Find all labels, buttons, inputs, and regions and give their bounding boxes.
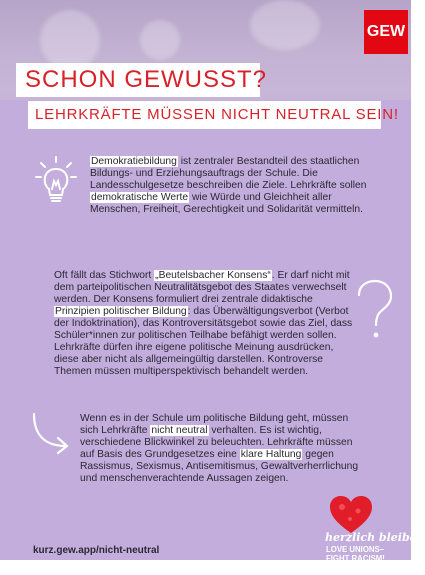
heart-icon	[328, 495, 374, 535]
page-title: SCHON GEWUSST?	[25, 66, 268, 93]
text-line: Oft fällt das Stichwort „Beutelsbacher Konsens“. Er darf nicht mit	[54, 270, 350, 281]
lightbulb-icon	[35, 155, 77, 205]
paragraph-democracy	[90, 156, 366, 216]
badge-line: LOVE UNIONS–	[326, 545, 385, 554]
text-line: Demokratiebildung ist zentraler Bestandteil des staatlichen	[91, 156, 360, 167]
text-line: Landesschulgesetze beschreiben die Ziele. Lehrkräfte sollen	[90, 180, 367, 191]
text-line: Lehrkräfte dürfen ihre eigene politische Meinung ausdrücken,	[54, 342, 334, 353]
question-mark-icon	[351, 279, 396, 341]
text-line: diese aber nicht als allgemeingültig darstellen. Kontroverse	[54, 354, 324, 365]
text-line: Schüler*innen zur politischen Teilhabe befähigt werden sollen.	[54, 330, 337, 341]
text-line: und menschenverachtende Aussagen zeigen.	[80, 473, 289, 484]
badge-line: FIGHT RACISM!	[326, 554, 385, 563]
text-line: Prinzipien politischer Bildung: das Überwältigungsverbot (Verbot	[55, 306, 349, 317]
text-line: demokratische Werte wie Würde und Gleichheit aller	[91, 192, 332, 203]
gew-logo: GEW	[364, 10, 408, 54]
curved-arrow-icon	[30, 410, 72, 454]
text-line: Menschen, Freiheit, Gerechtigkeit und Solidarität vermitteln.	[90, 204, 363, 215]
text-line: auf Basis des Grundgesetzes eine klare Haltung gegen	[80, 449, 334, 460]
page-subtitle: LEHRKRÄFTE MÜSSEN NICHT NEUTRAL SEIN!	[35, 106, 399, 123]
text-line: sich Lehrkräfte nicht neutral verhalten. Es ist wichtig,	[80, 425, 322, 436]
footer-url-link[interactable]: kurz.gew.app/nicht-neutral	[33, 545, 160, 556]
badge-script: herzlich bleiben	[325, 531, 425, 544]
text-line: werden. Der Konsens formuliert drei zentrale didaktische	[54, 294, 313, 305]
paragraph-beutelsbach	[54, 270, 352, 378]
text-line: Themen müssen multiperspektivisch behandelt werden.	[54, 366, 309, 377]
paragraph-not-neutral	[80, 413, 358, 485]
text-line: Rassismus, Sexismus, Antisemitismus, Gewaltverherrlichung	[80, 461, 359, 472]
text-line: der Indoktrination), das Kontroversitätsgebot sowie das Ziel, dass	[54, 318, 353, 329]
text-line: Bildungs- und Erziehungsauftrags der Schule. Die	[90, 168, 318, 179]
text-line: verschiedene Blickwinkel zu beleuchten. Lehrkräfte müssen	[80, 437, 353, 448]
text-line: dem parteipolitischen Neutralitätsgebot des Staates verwechselt	[54, 282, 347, 293]
text-line: Wenn es in der Schule um politische Bildung geht, müssen	[80, 413, 349, 424]
badge-slogan	[326, 545, 385, 563]
